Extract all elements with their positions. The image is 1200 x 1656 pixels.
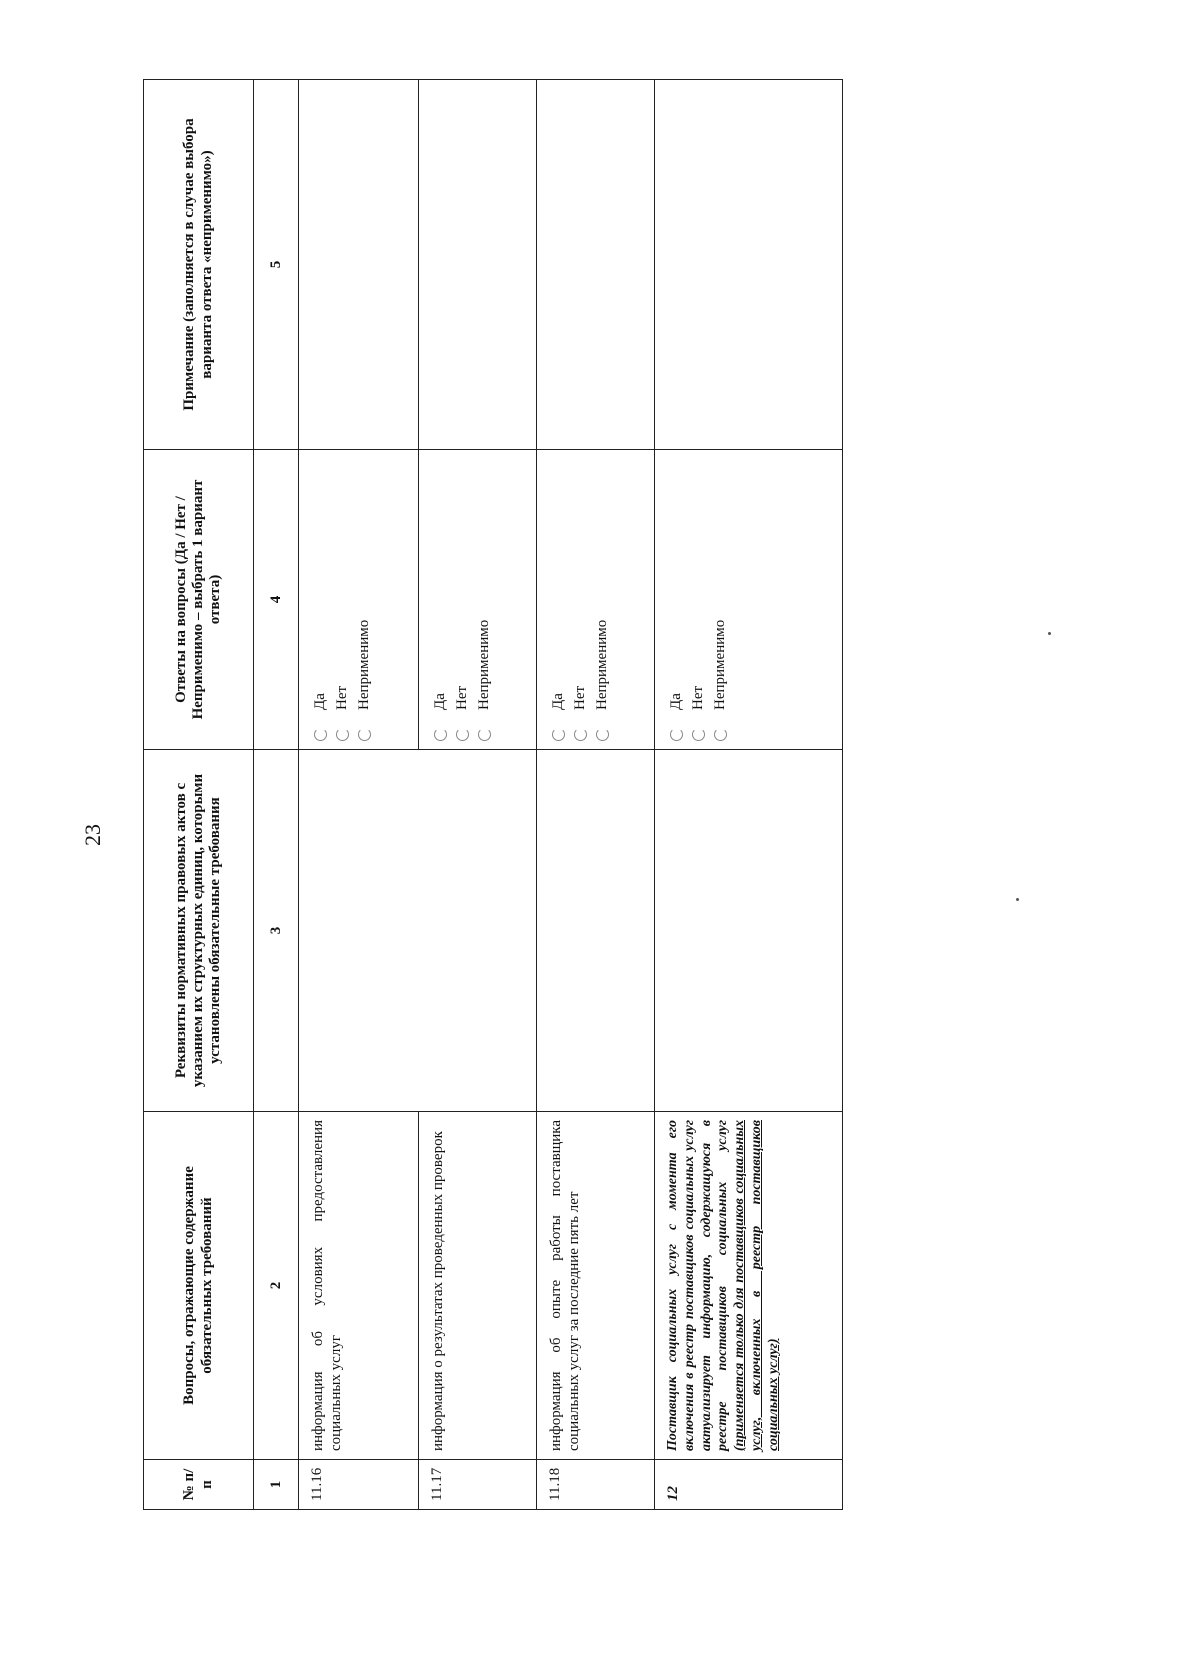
answer-option-no[interactable] [334, 458, 351, 741]
note-cell[interactable] [419, 80, 537, 450]
answer-label: Да [668, 693, 684, 710]
scan-speck [1016, 898, 1019, 901]
answer-option-yes[interactable] [550, 458, 567, 741]
radio-icon[interactable] [336, 728, 349, 741]
page-number: 23 [80, 824, 105, 846]
answer-cell [419, 450, 537, 750]
radio-icon[interactable] [478, 728, 491, 741]
table-row [537, 80, 655, 1510]
answer-option-na[interactable] [476, 458, 493, 741]
row-id: 11.16 [299, 1460, 419, 1510]
answer-label: Да [312, 693, 328, 710]
row-id: 11.18 [537, 1460, 655, 1510]
column-number-row [254, 80, 299, 1510]
answer-option-yes[interactable] [312, 458, 329, 741]
radio-icon[interactable] [456, 728, 469, 741]
answer-option-na[interactable] [594, 458, 611, 741]
answer-cell [655, 450, 843, 750]
radio-icon[interactable] [552, 728, 565, 741]
column-number: 3 [254, 750, 299, 1112]
answer-option-no[interactable] [572, 458, 589, 741]
note-cell[interactable] [655, 80, 843, 450]
radio-icon[interactable] [434, 728, 447, 741]
answer-option-yes[interactable] [432, 458, 449, 741]
radio-icon[interactable] [358, 728, 371, 741]
answer-label: Неприменимо [712, 619, 728, 710]
answer-option-na[interactable] [712, 458, 729, 741]
header-notes: Примечание (заполняется в случае выбора варианта ответа «неприменимо») [144, 80, 254, 450]
answer-label: Нет [572, 685, 588, 710]
radio-icon[interactable] [314, 728, 327, 741]
answer-label: Неприменимо [476, 619, 492, 710]
answer-label: Неприменимо [594, 619, 610, 710]
question-text: Поставщик социальных услуг с момента его включения в реестр поставщиков социальных услуг актуализирует информацию, содержащуюся в реестре поставщиков социальных услуг [665, 1120, 731, 1451]
radio-icon[interactable] [714, 728, 727, 741]
answer-label: Да [550, 693, 566, 710]
answer-label: Да [432, 693, 448, 710]
legal-acts-cell [655, 750, 843, 1112]
answer-option-no[interactable] [454, 458, 471, 741]
answer-cell [537, 450, 655, 750]
row-question: информация об опыте работы поставщика социальных услуг за последние пять лет [537, 1112, 655, 1460]
scan-speck [1048, 632, 1051, 635]
answer-option-no[interactable] [690, 458, 707, 741]
header-number: № п/п [144, 1460, 254, 1510]
column-number: 2 [254, 1112, 299, 1460]
radio-icon[interactable] [692, 728, 705, 741]
answer-option-yes[interactable] [668, 458, 685, 741]
row-question [655, 1112, 843, 1460]
row-id: 11.17 [419, 1460, 537, 1510]
note-cell[interactable] [537, 80, 655, 450]
answer-option-na[interactable] [356, 458, 373, 741]
table-row [299, 80, 419, 1510]
radio-icon[interactable] [574, 728, 587, 741]
radio-icon[interactable] [670, 728, 683, 741]
legal-acts-cell [537, 750, 655, 1112]
answer-label: Нет [334, 685, 350, 710]
question-applicability-note: (применяется только для поставщиков социальных услуг, включенных в реестр поставщиков социальных услуг) [732, 1120, 781, 1451]
column-number: 5 [254, 80, 299, 450]
header-questions: Вопросы, отражающие содержание обязательных требований [144, 1112, 254, 1460]
header-legal-acts: Реквизиты нормативных правовых актов с указанием их структурных единиц, которыми установлены обязательные требования [144, 750, 254, 1112]
answer-label: Неприменимо [356, 619, 372, 710]
rotated-table-container [143, 80, 843, 1510]
answer-label: Нет [690, 685, 706, 710]
table-row [655, 80, 843, 1510]
radio-icon[interactable] [596, 728, 609, 741]
header-answers: Ответы на вопросы (Да / Нет / Неприменимо – выбрать 1 вариант ответа) [144, 450, 254, 750]
row-question: информация об условиях предоставления социальных услуг [299, 1112, 419, 1460]
column-number: 1 [254, 1460, 299, 1510]
table-header-row [144, 80, 254, 1510]
row-id: 12 [655, 1460, 843, 1510]
row-question: информация о результатах проведенных проверок [419, 1112, 537, 1460]
legal-acts-cell [299, 750, 537, 1112]
answer-cell [299, 450, 419, 750]
column-number: 4 [254, 450, 299, 750]
note-cell[interactable] [299, 80, 419, 450]
requirements-table [143, 79, 843, 1510]
answer-label: Нет [454, 685, 470, 710]
